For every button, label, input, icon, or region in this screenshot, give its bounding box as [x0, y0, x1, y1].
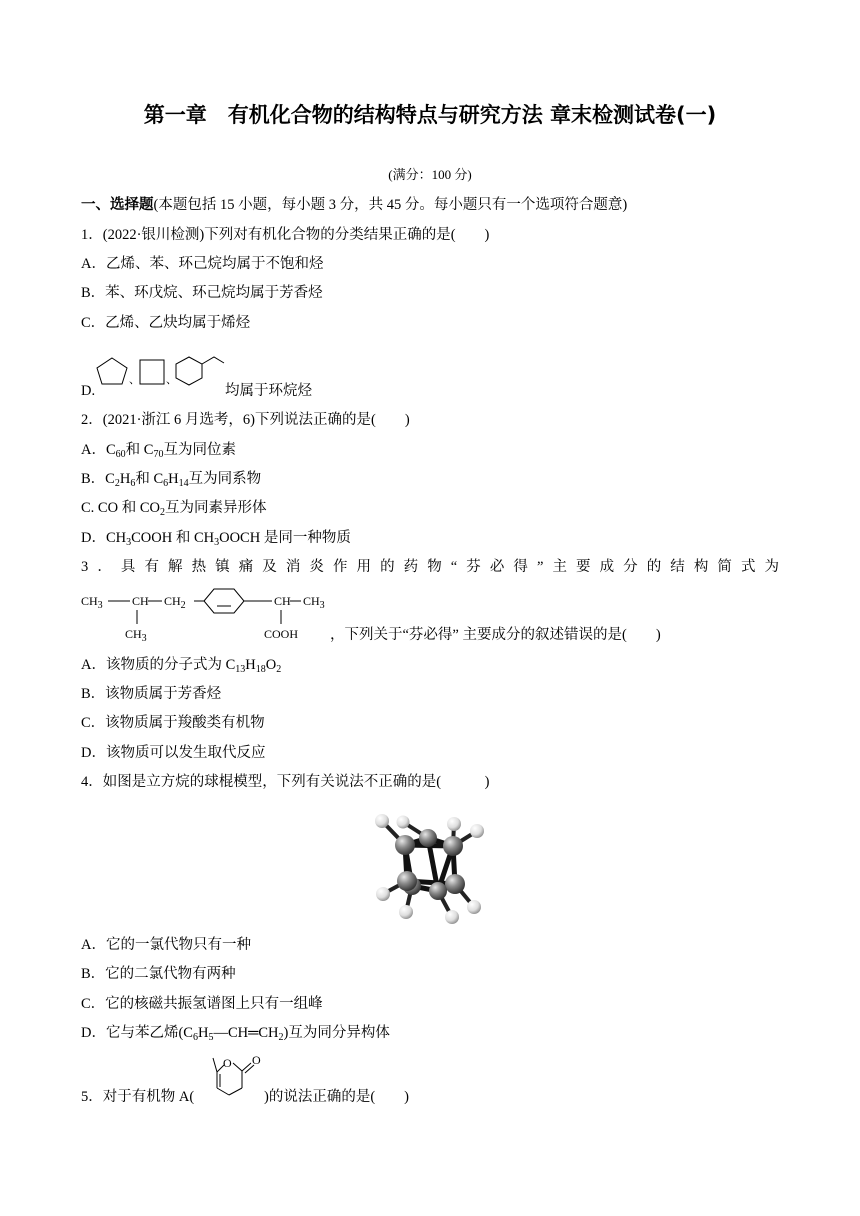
- q3-stem-tail: ，下列关于“芬必得” 主要成分的叙述错误的是( ): [330, 627, 661, 643]
- q3-stem-char: 必: [489, 559, 505, 575]
- q4-d-text-3: —CH═CH: [213, 1025, 279, 1041]
- q2-a-sub-1: 60: [115, 449, 126, 460]
- q3-option-a: [81, 655, 281, 675]
- q2-b-sub-3: 6: [163, 478, 169, 489]
- q3-stem-char: 作: [332, 559, 348, 575]
- q3-a-sub-2: 18: [255, 664, 266, 675]
- q2-b-text-3: 和 C: [135, 471, 164, 487]
- q3-stem-char: 有: [144, 559, 159, 575]
- lactone-structure: [200, 1050, 266, 1106]
- score-note: (满分：100 分): [388, 167, 472, 182]
- q1-separator-1: 、: [129, 374, 140, 386]
- q3-stem-char: 及: [262, 559, 277, 575]
- q3-a-text-2: H: [245, 657, 256, 673]
- q3-stem-char: 要: [576, 559, 591, 575]
- q3-stem-char: 结: [670, 559, 685, 575]
- q3-stem-char: ．: [97, 559, 112, 575]
- q2-b-text-2: H: [119, 471, 131, 487]
- q3-f-ch3r-text: CH: [303, 594, 320, 608]
- q2-b-text-1: B．C: [81, 471, 115, 487]
- q2-d-text-1: D．CH: [81, 530, 127, 546]
- q4-option-c: C．它的核磁共振氢谱图上只有一组峰: [81, 996, 323, 1012]
- q4-d-sub-2: 5: [208, 1032, 214, 1043]
- q3-formula-cooh: COOH: [264, 627, 299, 641]
- page-title: 第一章 有机化合物的结构特点与研究方法 章末检测试卷(一): [143, 103, 717, 127]
- q3-stem-char: 具: [120, 559, 136, 575]
- q3-f-ch2-text: CH: [164, 594, 181, 608]
- q3-stem-char: 3: [81, 559, 89, 575]
- q3-f-ch3r-sub: 3: [319, 600, 325, 611]
- q2-b-sub-2: 6: [130, 478, 136, 489]
- q3-stem-char: 分: [623, 559, 638, 575]
- q3-stem-char: 物: [427, 559, 442, 575]
- q5-stem-prefix: 5．对于有机物 A(: [81, 1089, 195, 1105]
- q3-a-text-1: A．该物质的分子式为 C: [81, 657, 236, 673]
- q3-stem-char: 为: [764, 559, 779, 575]
- q1-option-d-prefix: D.: [81, 383, 96, 399]
- q3-formula-ch: CH: [132, 594, 149, 608]
- q3-stem-char: 成: [599, 559, 615, 575]
- q4-stem: 4．如图是立方烷的球棍模型，下列有关说法不正确的是( ): [81, 774, 490, 790]
- q2-b-text-4: H: [168, 471, 179, 487]
- q3-formula-ch-right: CH: [274, 594, 291, 608]
- q3-stem-char: 用: [356, 559, 371, 575]
- q3-a-sub-1: 13: [235, 664, 246, 675]
- cubane-ball-stick-model: [368, 808, 492, 924]
- q4-d-text-4: )互为同分异构体: [283, 1025, 390, 1041]
- q4-d-sub-1: 6: [192, 1032, 198, 1043]
- q2-a-text-2: 和 C: [125, 442, 154, 458]
- q3-stem-char: 式: [740, 559, 756, 575]
- q3-a-text-3: O: [265, 657, 277, 673]
- q3-stem-char: 解: [168, 559, 183, 575]
- q3-option-c: C．该物质属于羧酸类有机物: [81, 715, 265, 731]
- q3-stem-char: “: [450, 559, 458, 575]
- q2-d-sub-2: 3: [214, 537, 220, 548]
- q2-d-text-3: OOCH 是同一种物质: [219, 530, 351, 546]
- q3-stem-char: 镇: [215, 559, 230, 575]
- q3-stem-char: 主: [552, 559, 567, 575]
- q3-stem-char: 消: [285, 559, 301, 575]
- q3-stem-char: 痛: [238, 559, 254, 575]
- q2-d-text-2: COOH 和 CH: [131, 530, 215, 546]
- q4-d-sub-3: 2: [278, 1032, 284, 1043]
- q3-stem-char: 的: [380, 559, 395, 575]
- q4-option-d: [81, 1023, 390, 1043]
- q3-stem-char: 药: [403, 559, 419, 575]
- q1-stem: 1．(2022·银川检测)下列对有机化合物的分类结果正确的是( ): [81, 227, 490, 243]
- q1-separator-2: 、: [166, 374, 177, 386]
- q4-option-b: B．它的二氯代物有两种: [81, 966, 236, 982]
- section-head: 一、选择题: [81, 197, 154, 213]
- q2-b-sub-4: 14: [178, 478, 189, 489]
- q4-d-text-1: D．它与苯乙烯(C: [81, 1025, 193, 1041]
- q3-stem-char: 构: [693, 559, 709, 575]
- q2-b-text-5: 互为同系物: [188, 471, 262, 487]
- q1-option-a: A．乙烯、苯、环己烷均属于不饱和烃: [81, 256, 324, 272]
- q3-stem-char: 得: [513, 559, 528, 575]
- q3-stem-char: 热: [191, 559, 207, 575]
- q3-f-ch3b-text: CH: [125, 627, 142, 641]
- q1-option-d-suffix: 均属于环烷烃: [225, 383, 312, 399]
- q1-option-b: B．苯、环戊烷、环己烷均属于芳香烃: [81, 285, 323, 301]
- q3-stem-char: 炎: [309, 559, 324, 575]
- q2-stem: 2．(2021·浙江 6 月选考，6)下列说法正确的是( ): [81, 412, 410, 428]
- lactone-carbonyl-oxygen: O: [252, 1053, 261, 1067]
- q3-f-ch2-sub: 2: [180, 600, 186, 611]
- q2-a-sub-2: 70: [153, 449, 164, 460]
- q3-stem-char: 简: [717, 559, 732, 575]
- q3-f-sub: 3: [97, 600, 103, 611]
- q4-d-text-2: H: [197, 1025, 209, 1041]
- q3-option-b: B．该物质属于芳香烃: [81, 686, 222, 702]
- q5-stem-suffix: )的说法正确的是( ): [264, 1089, 409, 1105]
- q2-a-text-1: A．C: [81, 442, 116, 458]
- q2-c-text-2: 互为同素异形体: [164, 500, 267, 516]
- q3-a-sub-3: 2: [276, 664, 282, 675]
- q3-stem-char: 的: [646, 559, 662, 575]
- q2-a-text-3: 互为同位素: [163, 442, 236, 458]
- q3-stem-char: ”: [536, 559, 544, 575]
- q2-b-sub-1: 2: [114, 478, 120, 489]
- lactone-ring-oxygen: O: [223, 1056, 232, 1070]
- q3-f-ch: CH: [81, 594, 98, 608]
- q4-option-a: A．它的一氯代物只有一种: [81, 937, 251, 953]
- q1-option-c: C．乙烯、乙炔均属于烯烃: [81, 315, 251, 331]
- q2-d-sub-1: 3: [126, 537, 132, 548]
- section-note: (本题包括 15 小题，每小题 3 分，共 45 分。每小题只有一个选项符合题意): [153, 197, 628, 213]
- q2-c-sub-1: 2: [159, 507, 165, 518]
- q3-f-ch3b-sub: 3: [141, 633, 147, 644]
- q2-c-text-1: C. CO 和 CO: [81, 500, 160, 516]
- q3-option-d: D．该物质可以发生取代反应: [81, 745, 266, 761]
- q3-stem-char: 芬: [466, 559, 481, 575]
